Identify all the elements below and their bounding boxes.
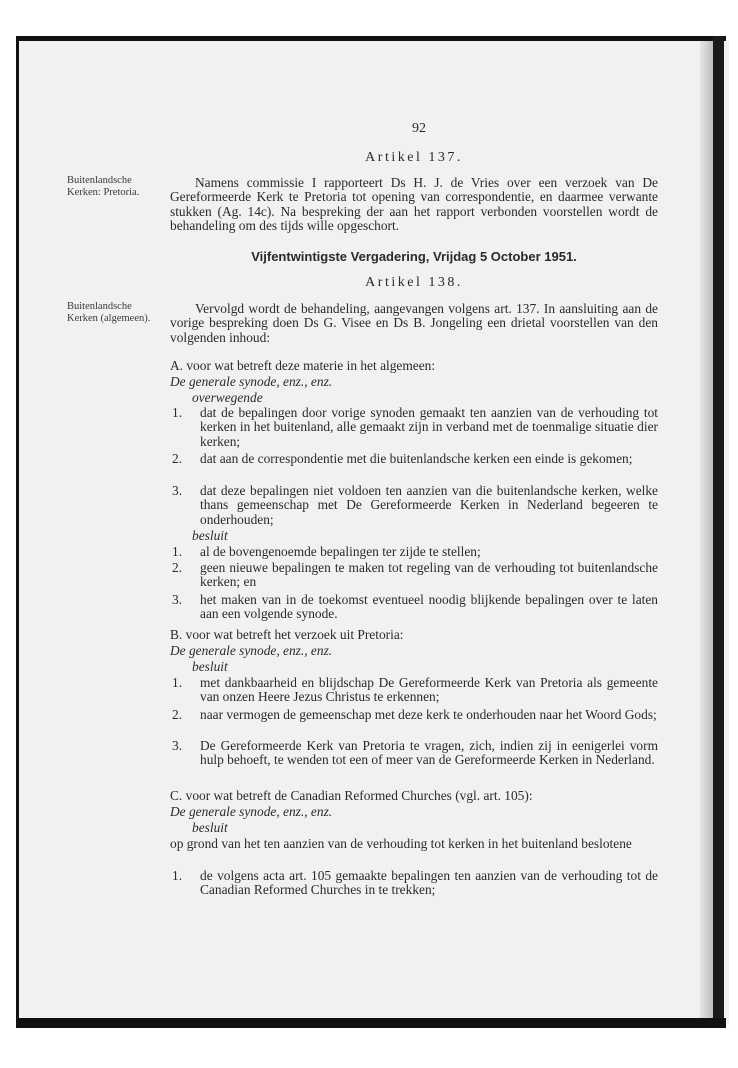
list-number: 1.: [172, 405, 183, 420]
list-number: 2.: [172, 560, 183, 575]
margin-note-line: Kerken (algemeen).: [67, 313, 151, 324]
section-c-besluit: besluit: [192, 820, 228, 835]
list-item: [172, 593, 658, 622]
list-text: het maken van in de toekomst eventueel noodig blijkende bepalingen over te laten aan een volgende synode.: [200, 592, 658, 622]
list-text: dat de bepalingen door vorige synoden gemaakt ten aanzien van de verhouding tot kerken in het buitenland, alle gemaakt zijn in verband met de toenmalige situatie dier kerken;: [200, 405, 658, 449]
list-text: met dankbaarheid en blijdschap De Gereformeerde Kerk van Pretoria als gemeente van onzen Heere Jezus Christus te erkennen;: [200, 675, 658, 705]
margin-note-pretoria: [67, 175, 139, 199]
list-number: 3.: [172, 738, 183, 753]
margin-note-line: Kerken: Pretoria.: [67, 187, 140, 198]
list-item: [172, 869, 658, 898]
artikel-137-heading: Artikel 137.: [365, 150, 463, 165]
list-text: al de bovengenoemde bepalingen ter zijde te stellen;: [200, 544, 481, 559]
section-a-synod: De generale synode, enz., enz.: [170, 374, 333, 389]
artikel-138-text: Vervolgd wordt de behandeling, aangevangen volgens art. 137. In aansluiting aan de vorige bespreking doen Ds G. Visee en Ds B. Jongeling een drietal voorstellen van den volgenden inhoud:: [170, 301, 658, 345]
list-number: 2.: [172, 707, 183, 722]
list-text: dat aan de correspondentie met die buitenlandsche kerken een einde is gekomen;: [200, 451, 633, 466]
section-b-besluit: besluit: [192, 659, 228, 674]
artikel-137-text: Namens commissie I rapporteert Ds H. J. de Vries over een verzoek van De Gereformeerde Kerk te Pretoria tot opening van correspondentie, en daarmee verwante stukken (Ag. 14c). Na bespreking der aan het rapport verbonden voorstellen wordt de behandeling om des tijds wille opgeschort.: [170, 175, 658, 234]
margin-note-algemeen: [67, 301, 150, 325]
list-item: [172, 676, 658, 705]
section-a-overwegende: overwegende: [192, 390, 263, 405]
list-item: [172, 484, 658, 527]
list-text: De Gereformeerde Kerk van Pretoria te vragen, zich, indien zij in eenigerlei vorm hulp behoeft, te wenden tot een of meer van de Gereformeerde Kerken in Nederland.: [200, 738, 658, 768]
section-a-intro: A. voor wat betreft deze materie in het algemeen:: [170, 358, 436, 373]
list-item: [172, 452, 658, 466]
list-number: 1.: [172, 675, 183, 690]
list-item: [172, 708, 658, 722]
list-number: 2.: [172, 451, 183, 466]
meeting-heading: Vijfentwintigste Vergadering, Vrijdag 5 October 1951.: [251, 249, 577, 264]
list-number: 1.: [172, 868, 183, 883]
list-text: dat deze bepalingen niet voldoen ten aanzien van die buitenlandsche kerken, welke thans gemeenschap met De Gereformeerde Kerken in Nederland begeeren te onderhouden;: [200, 483, 658, 527]
list-number: 3.: [172, 483, 183, 498]
list-number: 1.: [172, 544, 183, 559]
section-b-intro: B. voor wat betreft het verzoek uit Pretoria:: [170, 627, 404, 642]
section-b-synod: De generale synode, enz., enz.: [170, 643, 333, 658]
margin-note-line: Buitenlandsche: [67, 301, 132, 312]
page-number: 92: [412, 121, 426, 136]
list-number: 3.: [172, 592, 183, 607]
margin-note-line: Buitenlandsche: [67, 175, 132, 186]
list-item: [172, 406, 658, 449]
scan-border-top: [16, 36, 726, 41]
list-item: [172, 561, 658, 590]
scan-border-left: [16, 36, 19, 1026]
list-text: geen nieuwe bepalingen te maken tot regeling van de verhouding tot buitenlandsche kerken; en: [200, 560, 658, 590]
scan-border-right: [713, 36, 724, 1026]
section-c-ground: op grond van het ten aanzien van de verhouding tot kerken in het buitenland beslotene: [170, 836, 632, 851]
list-text: de volgens acta art. 105 gemaakte bepalingen ten aanzien van de verhouding tot de Canadian Reformed Churches in te trekken;: [200, 868, 658, 898]
list-item: [172, 739, 658, 768]
list-item: [172, 545, 658, 559]
section-c-synod: De generale synode, enz., enz.: [170, 804, 333, 819]
scan-edge-shadow: [700, 41, 713, 1023]
section-c-intro: C. voor wat betreft de Canadian Reformed Churches (vgl. art. 105):: [170, 788, 533, 803]
section-a-besluit: besluit: [192, 528, 228, 543]
scan-border-bottom: [16, 1018, 726, 1028]
list-text: naar vermogen de gemeenschap met deze kerk te onderhouden naar het Woord Gods;: [200, 707, 657, 722]
artikel-138-heading: Artikel 138.: [365, 275, 463, 290]
